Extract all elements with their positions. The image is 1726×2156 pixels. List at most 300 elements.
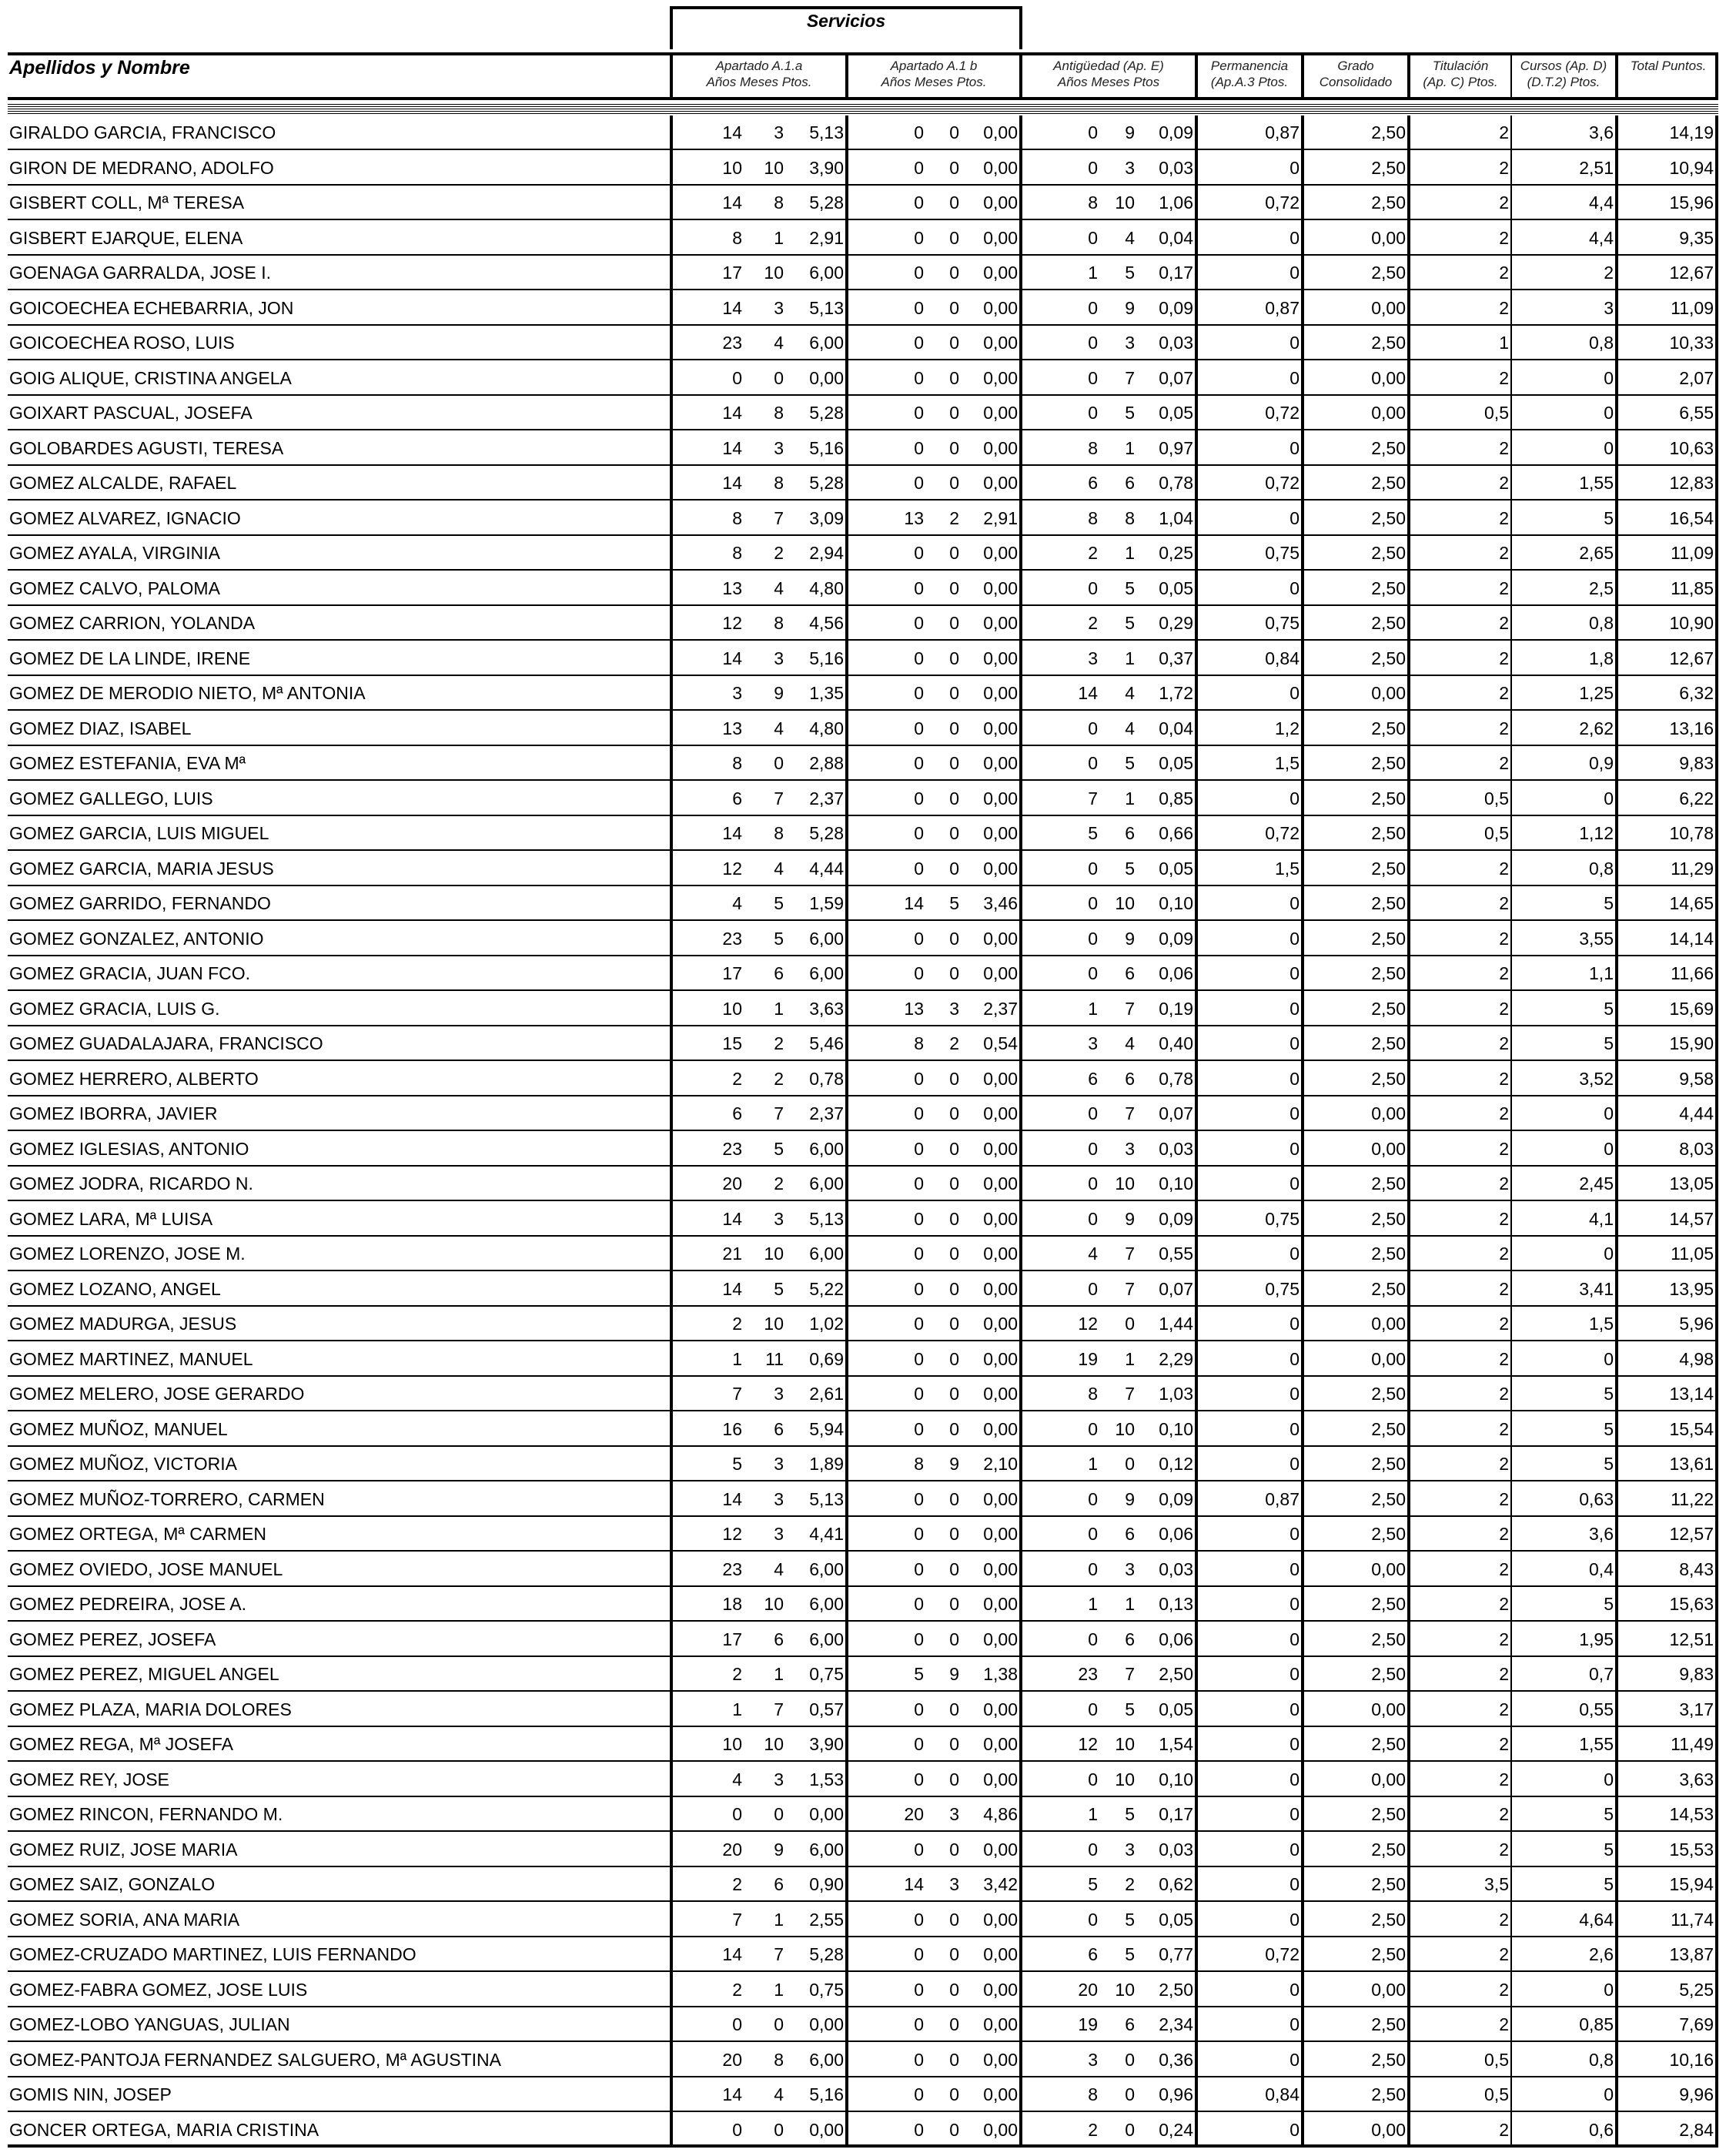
permanencia-cell: 0 [1289,683,1300,703]
ant-points-cell: 0,62 [1159,1874,1193,1894]
table-row [0,1026,1726,1061]
ant-months-cell: 3 [1125,333,1135,353]
ant-years-cell: 0 [1088,1208,1098,1229]
a1b-months-cell: 0 [949,1909,959,1930]
total-cell: 11,74 [1671,1909,1714,1930]
ant-years-cell: 2 [1088,543,1098,563]
a1a-points-cell: 2,88 [809,753,844,773]
table-row [0,1937,1726,1972]
a1a-years-cell: 6 [732,788,742,808]
a1a-points-cell: 5,28 [809,192,844,213]
total-cell: 10,90 [1669,613,1714,633]
grado-cell: 2,50 [1371,263,1406,283]
table-row [0,1132,1726,1167]
table-row [0,852,1726,886]
a1a-months-cell: 2 [774,1173,784,1194]
table-row [0,1763,1726,1797]
titulacion-cell: 2 [1499,1979,1509,2000]
servicios-title: Servicios [806,11,886,31]
cursos-cell: 1,8 [1589,648,1614,668]
a1b-months-cell: 0 [949,297,959,318]
name-cell: GOMEZ CALVO, PALOMA [9,578,220,598]
name-cell: GOMEZ PEDREIRA, JOSE A. [9,1594,247,1614]
a1b-months-cell: 0 [949,2119,959,2140]
a1b-years-cell: 13 [904,507,924,528]
a1b-months-cell: 0 [949,1244,959,1264]
a1b-points-cell: 0,00 [983,1524,1018,1544]
name-cell: GOMEZ MELERO, JOSE GERARDO [9,1384,305,1404]
grado-cell: 2,50 [1371,893,1406,913]
a1b-months-cell: 0 [949,1488,959,1509]
a1a-points-cell: 2,37 [809,788,844,808]
header-total: Total Puntos. [1630,59,1707,73]
a1b-months-cell: 0 [949,1103,959,1123]
ant-months-cell: 3 [1125,1138,1135,1159]
table-row [0,922,1726,956]
a1b-years-cell: 0 [914,1278,924,1299]
a1a-years-cell: 12 [722,858,742,879]
ant-years-cell: 12 [1078,1734,1098,1754]
a1b-years-cell: 5 [914,1664,924,1684]
a1b-months-cell: 0 [949,333,959,353]
a1a-months-cell: 10 [764,157,784,178]
ant-months-cell: 9 [1125,297,1135,318]
grado-cell: 2,50 [1371,963,1406,983]
total-cell: 9,83 [1679,753,1714,773]
a1a-points-cell: 2,61 [809,1384,844,1404]
a1a-points-cell: 6,00 [809,2049,844,2070]
ant-years-cell: 0 [1088,1418,1098,1439]
a1a-points-cell: 5,13 [809,122,844,142]
ant-years-cell: 0 [1088,1629,1098,1649]
a1b-months-cell: 0 [949,1594,959,1614]
a1a-months-cell: 2 [774,1068,784,1089]
ant-points-cell: 0,03 [1159,1558,1193,1579]
table-row [0,1797,1726,1832]
cursos-cell: 3,41 [1579,1278,1614,1299]
ant-years-cell: 0 [1088,1278,1098,1299]
cursos-cell: 1,1 [1589,963,1614,983]
a1a-years-cell: 15 [722,1033,742,1053]
grado-cell: 2,50 [1371,613,1406,633]
permanencia-cell: 0 [1289,2014,1300,2034]
cursos-cell: 1,95 [1579,1629,1614,1649]
name-cell: GOMEZ LARA, Mª LUISA [9,1208,213,1229]
ant-points-cell: 0,17 [1159,263,1193,283]
a1b-points-cell: 0,00 [983,2119,1018,2140]
ant-months-cell: 1 [1125,543,1135,563]
ant-years-cell: 1 [1088,1594,1098,1614]
total-cell: 9,58 [1679,1068,1714,1089]
a1b-months-cell: 0 [949,1348,959,1369]
total-cell: 11,29 [1671,858,1714,879]
grado-cell: 2,50 [1371,1804,1406,1824]
a1b-points-cell: 0,00 [983,1909,1018,1930]
name-cell: GOMEZ ORTEGA, Mª CARMEN [9,1524,266,1544]
ant-years-cell: 0 [1088,122,1098,142]
a1b-points-cell: 0,00 [983,1979,1018,2000]
cursos-cell: 0 [1604,403,1614,423]
permanencia-cell: 0 [1289,507,1300,528]
a1a-years-cell: 23 [722,1138,742,1159]
ant-points-cell: 0,09 [1159,297,1193,318]
a1b-points-cell: 0,00 [983,1944,1018,1964]
a1b-months-cell: 0 [949,648,959,668]
total-cell: 9,96 [1679,2084,1714,2104]
header-hatch-band [8,104,1718,115]
a1a-months-cell: 4 [774,578,784,598]
a1b-points-cell: 2,37 [983,998,1018,1019]
ant-points-cell: 1,03 [1159,1384,1193,1404]
name-cell: GOMEZ-LOBO YANGUAS, JULIAN [9,2014,290,2034]
a1a-years-cell: 8 [732,753,742,773]
permanencia-cell: 0 [1289,1664,1300,1684]
titulacion-cell: 2 [1499,1664,1509,1684]
a1a-months-cell: 10 [764,1244,784,1264]
a1b-years-cell: 0 [914,788,924,808]
permanencia-cell: 0 [1289,1734,1300,1754]
hdr-sep [670,52,673,100]
titulacion-cell: 2 [1499,1384,1509,1404]
permanencia-cell: 0 [1289,1804,1300,1824]
name-cell: GOMEZ LORENZO, JOSE M. [9,1244,246,1264]
name-cell: GOMEZ GALLEGO, LUIS [9,788,213,808]
a1a-months-cell: 0 [774,2014,784,2034]
total-cell: 10,78 [1669,823,1714,843]
a1a-months-cell: 3 [774,437,784,458]
a1a-months-cell: 5 [774,928,784,949]
a1a-months-cell: 6 [774,1418,784,1439]
a1b-years-cell: 8 [914,1454,924,1474]
a1a-months-cell: 10 [764,1734,784,1754]
a1a-months-cell: 8 [774,2049,784,2070]
name-cell: GOMEZ GUADALAJARA, FRANCISCO [9,1033,323,1053]
name-cell: GOMEZ-PANTOJA FERNANDEZ SALGUERO, Mª AGUSTINA [9,2049,501,2070]
total-cell: 12,57 [1669,1524,1714,1544]
table-row [0,1552,1726,1587]
a1b-years-cell: 0 [914,858,924,879]
titulacion-cell: 2 [1499,1314,1509,1334]
name-cell: GOMEZ DIAZ, ISABEL [9,718,192,738]
a1a-months-cell: 3 [774,648,784,668]
header-a1a-line2: Años Meses Ptos. [706,75,812,89]
a1b-years-cell: 0 [914,1103,924,1123]
grado-cell: 2,50 [1371,648,1406,668]
cursos-cell: 5 [1604,893,1614,913]
a1b-points-cell: 0,00 [983,2014,1018,2034]
a1b-months-cell: 0 [949,823,959,843]
cursos-cell: 0 [1604,1138,1614,1159]
a1a-months-cell: 3 [774,122,784,142]
table-row [0,1692,1726,1727]
cursos-cell: 4,1 [1589,1208,1614,1229]
a1a-years-cell: 10 [722,1734,742,1754]
ant-months-cell: 7 [1125,1244,1135,1264]
a1b-years-cell: 0 [914,333,924,353]
titulacion-cell: 2 [1499,1418,1509,1439]
ant-points-cell: 0,03 [1159,1138,1193,1159]
grado-cell: 2,50 [1371,1909,1406,1930]
name-cell: GOMEZ MUÑOZ-TORRERO, CARMEN [9,1488,325,1509]
titulacion-cell: 2 [1499,858,1509,879]
ant-points-cell: 0,05 [1159,1909,1193,1930]
table-row [0,1482,1726,1517]
a1b-months-cell: 0 [949,2084,959,2104]
total-cell: 8,03 [1679,1138,1714,1159]
titulacion-cell: 2 [1499,613,1509,633]
ant-years-cell: 0 [1088,403,1098,423]
a1b-points-cell: 0,00 [983,1629,1018,1649]
a1b-years-cell: 0 [914,823,924,843]
a1a-points-cell: 6,00 [809,1173,844,1194]
permanencia-cell: 0 [1289,893,1300,913]
titulacion-cell: 2 [1499,1348,1509,1369]
cursos-cell: 2,51 [1579,157,1614,178]
ant-months-cell: 6 [1125,2014,1135,2034]
titulacion-cell: 2 [1499,1524,1509,1544]
a1b-points-cell: 0,00 [983,858,1018,879]
a1b-points-cell: 0,00 [983,157,1018,178]
grado-cell: 2,50 [1371,2049,1406,2070]
name-cell: GOICOECHEA ROSO, LUIS [9,333,235,353]
ant-months-cell: 5 [1125,403,1135,423]
ant-points-cell: 0,05 [1159,1699,1193,1719]
ant-months-cell: 4 [1125,683,1135,703]
total-cell: 8,43 [1679,1558,1714,1579]
a1a-points-cell: 6,00 [809,1558,844,1579]
ant-months-cell: 9 [1125,928,1135,949]
cursos-cell: 5 [1604,1594,1614,1614]
cursos-cell: 2,5 [1589,578,1614,598]
permanencia-cell: 0 [1289,1629,1300,1649]
total-cell: 12,67 [1669,263,1714,283]
ant-points-cell: 0,03 [1159,1839,1193,1860]
a1a-months-cell: 7 [774,1699,784,1719]
a1b-years-cell: 20 [904,1804,924,1824]
a1b-months-cell: 2 [949,507,959,528]
a1b-months-cell: 0 [949,1384,959,1404]
total-cell: 15,69 [1669,998,1714,1019]
a1b-points-cell: 0,00 [983,578,1018,598]
name-cell: GOMEZ MUÑOZ, VICTORIA [9,1454,238,1474]
cursos-cell: 1,25 [1579,683,1614,703]
ant-years-cell: 6 [1088,473,1098,493]
a1b-months-cell: 0 [949,963,959,983]
a1a-years-cell: 12 [722,613,742,633]
a1b-months-cell: 0 [949,1138,959,1159]
permanencia-cell: 0,87 [1265,1488,1300,1509]
a1a-years-cell: 17 [722,1629,742,1649]
a1a-points-cell: 2,55 [809,1909,844,1930]
titulacion-cell: 2 [1499,1558,1509,1579]
name-cell: GOMEZ MUÑOZ, MANUEL [9,1418,228,1439]
permanencia-cell: 0 [1289,1874,1300,1894]
a1b-years-cell: 0 [914,2014,924,2034]
a1a-years-cell: 8 [732,507,742,528]
a1b-points-cell: 0,54 [983,1033,1018,1053]
a1a-points-cell: 0,00 [809,367,844,388]
cursos-cell: 4,4 [1589,227,1614,248]
cursos-cell: 0,85 [1579,2014,1614,2034]
servicios-box-top [670,6,1022,9]
a1a-points-cell: 0,78 [809,1068,844,1089]
a1a-points-cell: 6,00 [809,1138,844,1159]
permanencia-cell: 0 [1289,788,1300,808]
a1b-months-cell: 0 [949,1278,959,1299]
grado-cell: 2,50 [1371,823,1406,843]
name-cell: GOMEZ RINCON, FERNANDO M. [9,1804,283,1824]
name-cell: GOMEZ GARCIA, LUIS MIGUEL [9,823,269,843]
a1a-years-cell: 14 [722,473,742,493]
permanencia-cell: 0 [1289,1979,1300,2000]
ant-years-cell: 0 [1088,893,1098,913]
ant-points-cell: 0,12 [1159,1454,1193,1474]
cursos-cell: 2,62 [1579,718,1614,738]
ant-months-cell: 6 [1125,473,1135,493]
a1a-months-cell: 8 [774,403,784,423]
ant-points-cell: 0,10 [1159,1769,1193,1789]
ant-months-cell: 1 [1125,788,1135,808]
a1a-months-cell: 1 [774,998,784,1019]
a1b-years-cell: 14 [904,1874,924,1894]
total-cell: 15,94 [1669,1874,1714,1894]
grado-cell: 2,50 [1371,437,1406,458]
ant-points-cell: 0,04 [1159,227,1193,248]
a1b-points-cell: 0,00 [983,543,1018,563]
ant-months-cell: 2 [1125,1874,1135,1894]
grado-cell: 0,00 [1371,403,1406,423]
titulacion-cell: 2 [1499,1699,1509,1719]
header-tit-line2: (Ap. C) Ptos. [1423,75,1498,89]
a1a-months-cell: 1 [774,1909,784,1930]
table-row [0,466,1726,500]
a1a-months-cell: 8 [774,613,784,633]
a1b-years-cell: 0 [914,1629,924,1649]
ant-months-cell: 3 [1125,1839,1135,1860]
total-cell: 9,35 [1679,227,1714,248]
cursos-cell: 0,9 [1589,753,1614,773]
permanencia-cell: 0 [1289,157,1300,178]
a1a-points-cell: 1,59 [809,893,844,913]
total-cell: 11,05 [1671,1244,1714,1264]
permanencia-cell: 0,84 [1265,2084,1300,2104]
permanencia-cell: 1,5 [1275,753,1300,773]
grado-cell: 0,00 [1371,1558,1406,1579]
ant-points-cell: 0,05 [1159,403,1193,423]
a1b-years-cell: 0 [914,1314,924,1334]
cursos-cell: 2,6 [1589,1944,1614,1964]
a1b-years-cell: 0 [914,2049,924,2070]
a1a-years-cell: 14 [722,2084,742,2104]
a1b-months-cell: 0 [949,1839,959,1860]
a1b-points-cell: 3,42 [983,1874,1018,1894]
a1b-points-cell: 0,00 [983,683,1018,703]
ant-months-cell: 10 [1115,1734,1135,1754]
cursos-cell: 0,55 [1579,1699,1614,1719]
ant-years-cell: 0 [1088,1103,1098,1123]
ant-months-cell: 10 [1115,893,1135,913]
cursos-cell: 3,6 [1589,122,1614,142]
table-row [0,571,1726,606]
a1b-months-cell: 0 [949,227,959,248]
ant-years-cell: 5 [1088,1874,1098,1894]
a1b-years-cell: 0 [914,1244,924,1264]
total-cell: 2,07 [1679,367,1714,388]
grado-cell: 2,50 [1371,1068,1406,1089]
total-cell: 10,94 [1669,157,1714,178]
ant-points-cell: 0,97 [1159,437,1193,458]
a1b-months-cell: 0 [949,1173,959,1194]
grado-cell: 0,00 [1371,2119,1406,2140]
table-row [0,1833,1726,1867]
a1a-points-cell: 4,41 [809,1524,844,1544]
a1a-months-cell: 0 [774,753,784,773]
table-row [0,2007,1726,2042]
total-cell: 15,54 [1669,1418,1714,1439]
name-cell: GOMEZ OVIEDO, JOSE MANUEL [9,1558,283,1579]
ant-months-cell: 1 [1125,1348,1135,1369]
a1a-points-cell: 5,28 [809,823,844,843]
a1b-years-cell: 0 [914,297,924,318]
a1b-years-cell: 0 [914,648,924,668]
name-cell: GOMEZ PLAZA, MARIA DOLORES [9,1699,292,1719]
a1b-years-cell: 0 [914,1208,924,1229]
grado-cell: 2,50 [1371,2084,1406,2104]
name-cell: GOMEZ SORIA, ANA MARIA [9,1909,240,1930]
a1a-years-cell: 14 [722,1208,742,1229]
ant-points-cell: 0,10 [1159,1418,1193,1439]
a1b-years-cell: 0 [914,1173,924,1194]
ant-years-cell: 12 [1078,1314,1098,1334]
table-row [0,816,1726,851]
titulacion-cell: 2 [1499,367,1509,388]
ant-years-cell: 0 [1088,227,1098,248]
ant-years-cell: 1 [1088,998,1098,1019]
ant-years-cell: 7 [1088,788,1098,808]
a1a-months-cell: 1 [774,227,784,248]
a1a-months-cell: 7 [774,1944,784,1964]
a1a-years-cell: 8 [732,543,742,563]
name-cell: GOMEZ PEREZ, MIGUEL ANGEL [9,1664,279,1684]
a1a-months-cell: 9 [774,1839,784,1860]
header-bottom-rule [8,97,1718,100]
cursos-cell: 5 [1604,1839,1614,1860]
titulacion-cell: 0,5 [1484,403,1509,423]
grado-cell: 0,00 [1371,1769,1406,1789]
ant-months-cell: 1 [1125,437,1135,458]
cursos-cell: 2,65 [1579,543,1614,563]
titulacion-cell: 2 [1499,263,1509,283]
table-row [0,641,1726,676]
a1b-years-cell: 0 [914,1769,924,1789]
a1b-points-cell: 0,00 [983,333,1018,353]
ant-years-cell: 3 [1088,1033,1098,1053]
permanencia-cell: 0,72 [1265,823,1300,843]
ant-points-cell: 0,10 [1159,1173,1193,1194]
total-cell: 10,33 [1669,333,1714,353]
a1b-points-cell: 0,00 [983,2084,1018,2104]
permanencia-cell: 0 [1289,1454,1300,1474]
ant-months-cell: 6 [1125,963,1135,983]
a1a-years-cell: 13 [722,578,742,598]
ant-years-cell: 3 [1088,2049,1098,2070]
permanencia-cell: 0 [1289,1769,1300,1789]
ant-months-cell: 5 [1125,1909,1135,1930]
ant-points-cell: 0,07 [1159,1103,1193,1123]
grado-cell: 2,50 [1371,543,1406,563]
total-cell: 10,63 [1669,437,1714,458]
total-cell: 11,22 [1671,1488,1714,1509]
